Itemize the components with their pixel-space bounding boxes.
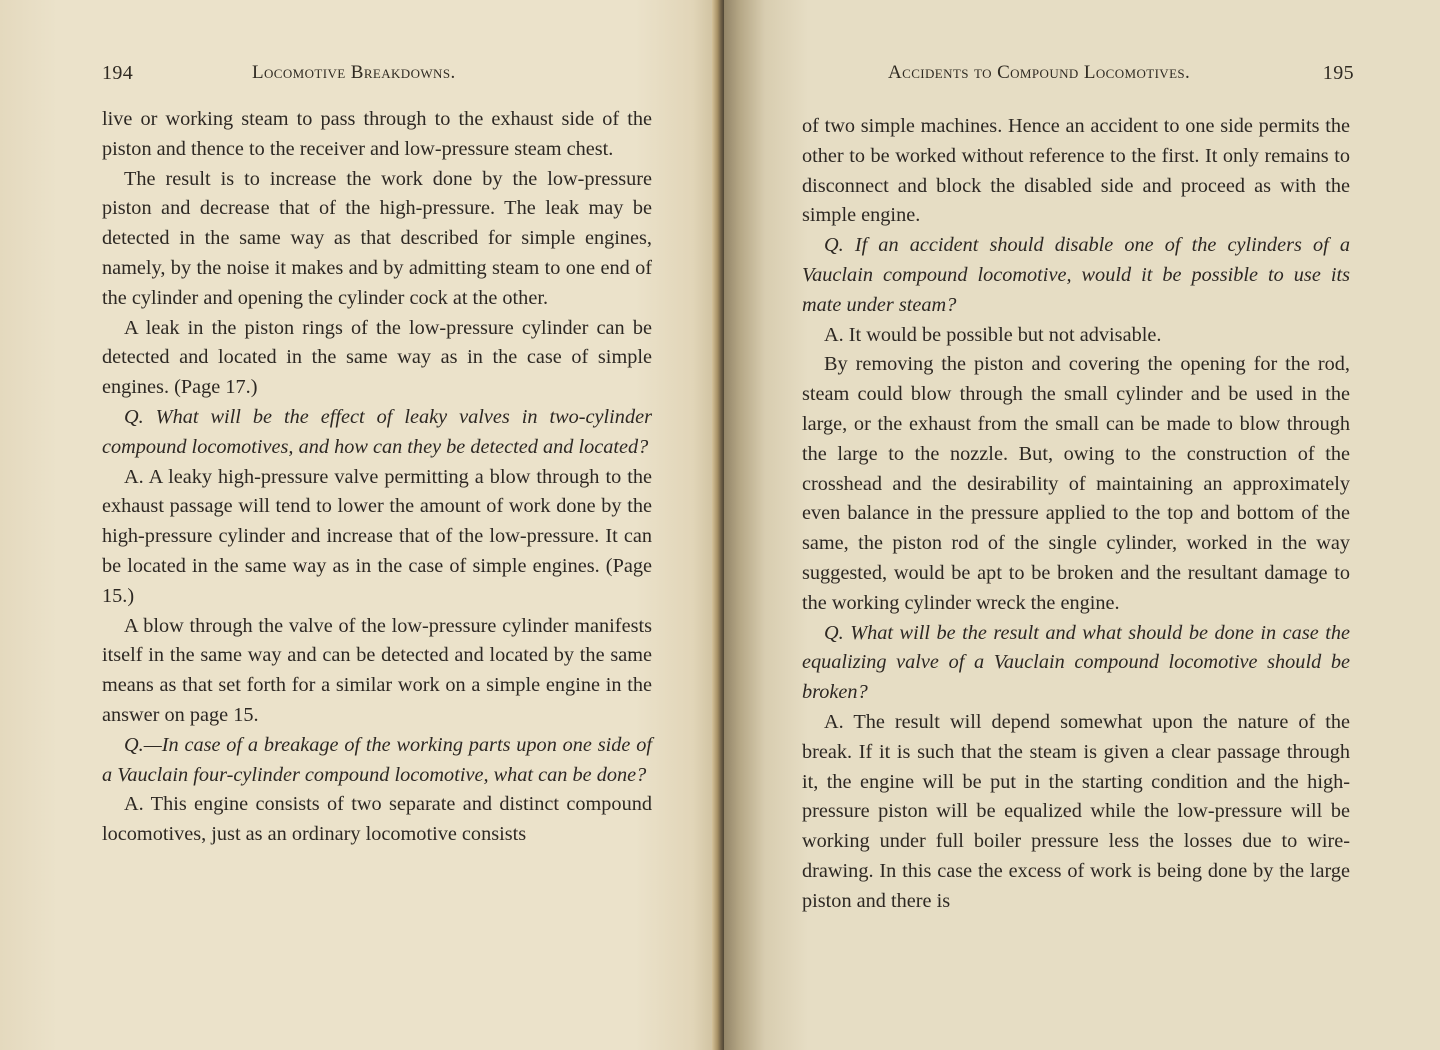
paragraph: The result is to increase the work done by the low-pressure piston and decrease that of the high-pressure. The leak may be detected in the same way as that described for simple engines, namely, by the noise it makes and by admitting steam to one end of the cylinder and opening the cylinder cock at the other. — [102, 167, 652, 309]
answer-paragraph: A. The result will depend somewhat upon the nature of the break. If it is such that the steam is given a clear passage through it, the engine will be put in the starting condition and the high-pressure piston will be equalized while the low-pressure will be working under full boiler pressure less the losses due to wire-drawing. In this case the excess of work is being done by the large piston and there is — [802, 710, 1350, 912]
paragraph: live or working steam to pass through to the exhaust side of the piston and thence to the receiver and low-pressure steam chest. — [102, 108, 652, 160]
left-page-body — [102, 105, 652, 850]
left-running-head: Locomotive Breakdowns. — [252, 62, 456, 83]
paragraph: A blow through the valve of the low-pressure cylinder manifests itself in the same way and can be detected and located by the same means as that set forth for a similar work on a simple engine in the answer on page 15. — [102, 614, 652, 726]
paragraph: of two simple machines. Hence an accident to one side permits the other to be worked without reference to the first. It only remains to disconnect and block the disabled side and proceed as with the simple engine. — [802, 115, 1350, 227]
answer-paragraph: A. This engine consists of two separate and distinct compound locomotives, just as an ordinary locomotive consists — [102, 793, 652, 846]
left-page-number: 194 — [102, 62, 134, 84]
question-paragraph: Q. What will be the result and what should be done in case the equalizing valve of a Vauclain compound locomotive should be broken? — [802, 621, 1350, 704]
right-running-head: Accidents to Compound Locomotives. — [888, 62, 1191, 83]
question-paragraph: Q.—In case of a breakage of the working parts upon one side of a Vauclain four-cylinder compound locomotive, what can be done? — [102, 733, 652, 786]
question-paragraph: Q. What will be the effect of leaky valves in two-cylinder compound locomotives, and how can they be detected and located? — [102, 405, 652, 458]
paragraph: By removing the piston and covering the opening for the rod, steam could blow through the small cylinder and be used in the large, or the exhaust from the small can be made to blow through the large to the nozzle. But, owing to the construction of the crosshead and the desirability of maintaining an approximately even balance in the pressure applied to the top and bottom of the same, the piston rod of the single cylinder, worked in the way suggested, would be apt to be broken and the resultant damage to the working cylinder wreck the engine. — [802, 353, 1350, 614]
right-page-number: 195 — [1322, 62, 1354, 84]
answer-paragraph: A. A leaky high-pressure valve permitting a blow through to the exhaust passage will tend to lower the amount of work done by the high-pressure cylinder and increase that of the low-pressure. It can be located in the same way as in the case of simple engines. (Page 15.) — [102, 465, 652, 607]
paragraph: A leak in the piston rings of the low-pressure cylinder can be detected and located in the same way as in the case of simple engines. (Page 17.) — [102, 316, 652, 399]
question-paragraph: Q. If an accident should disable one of the cylinders of a Vauclain compound locomotive, would it be possible to use its mate under steam? — [802, 234, 1350, 316]
right-page-body — [802, 112, 1350, 917]
answer-paragraph: A. It would be possible but not advisable. — [824, 323, 1162, 346]
book-gutter — [712, 0, 724, 1050]
